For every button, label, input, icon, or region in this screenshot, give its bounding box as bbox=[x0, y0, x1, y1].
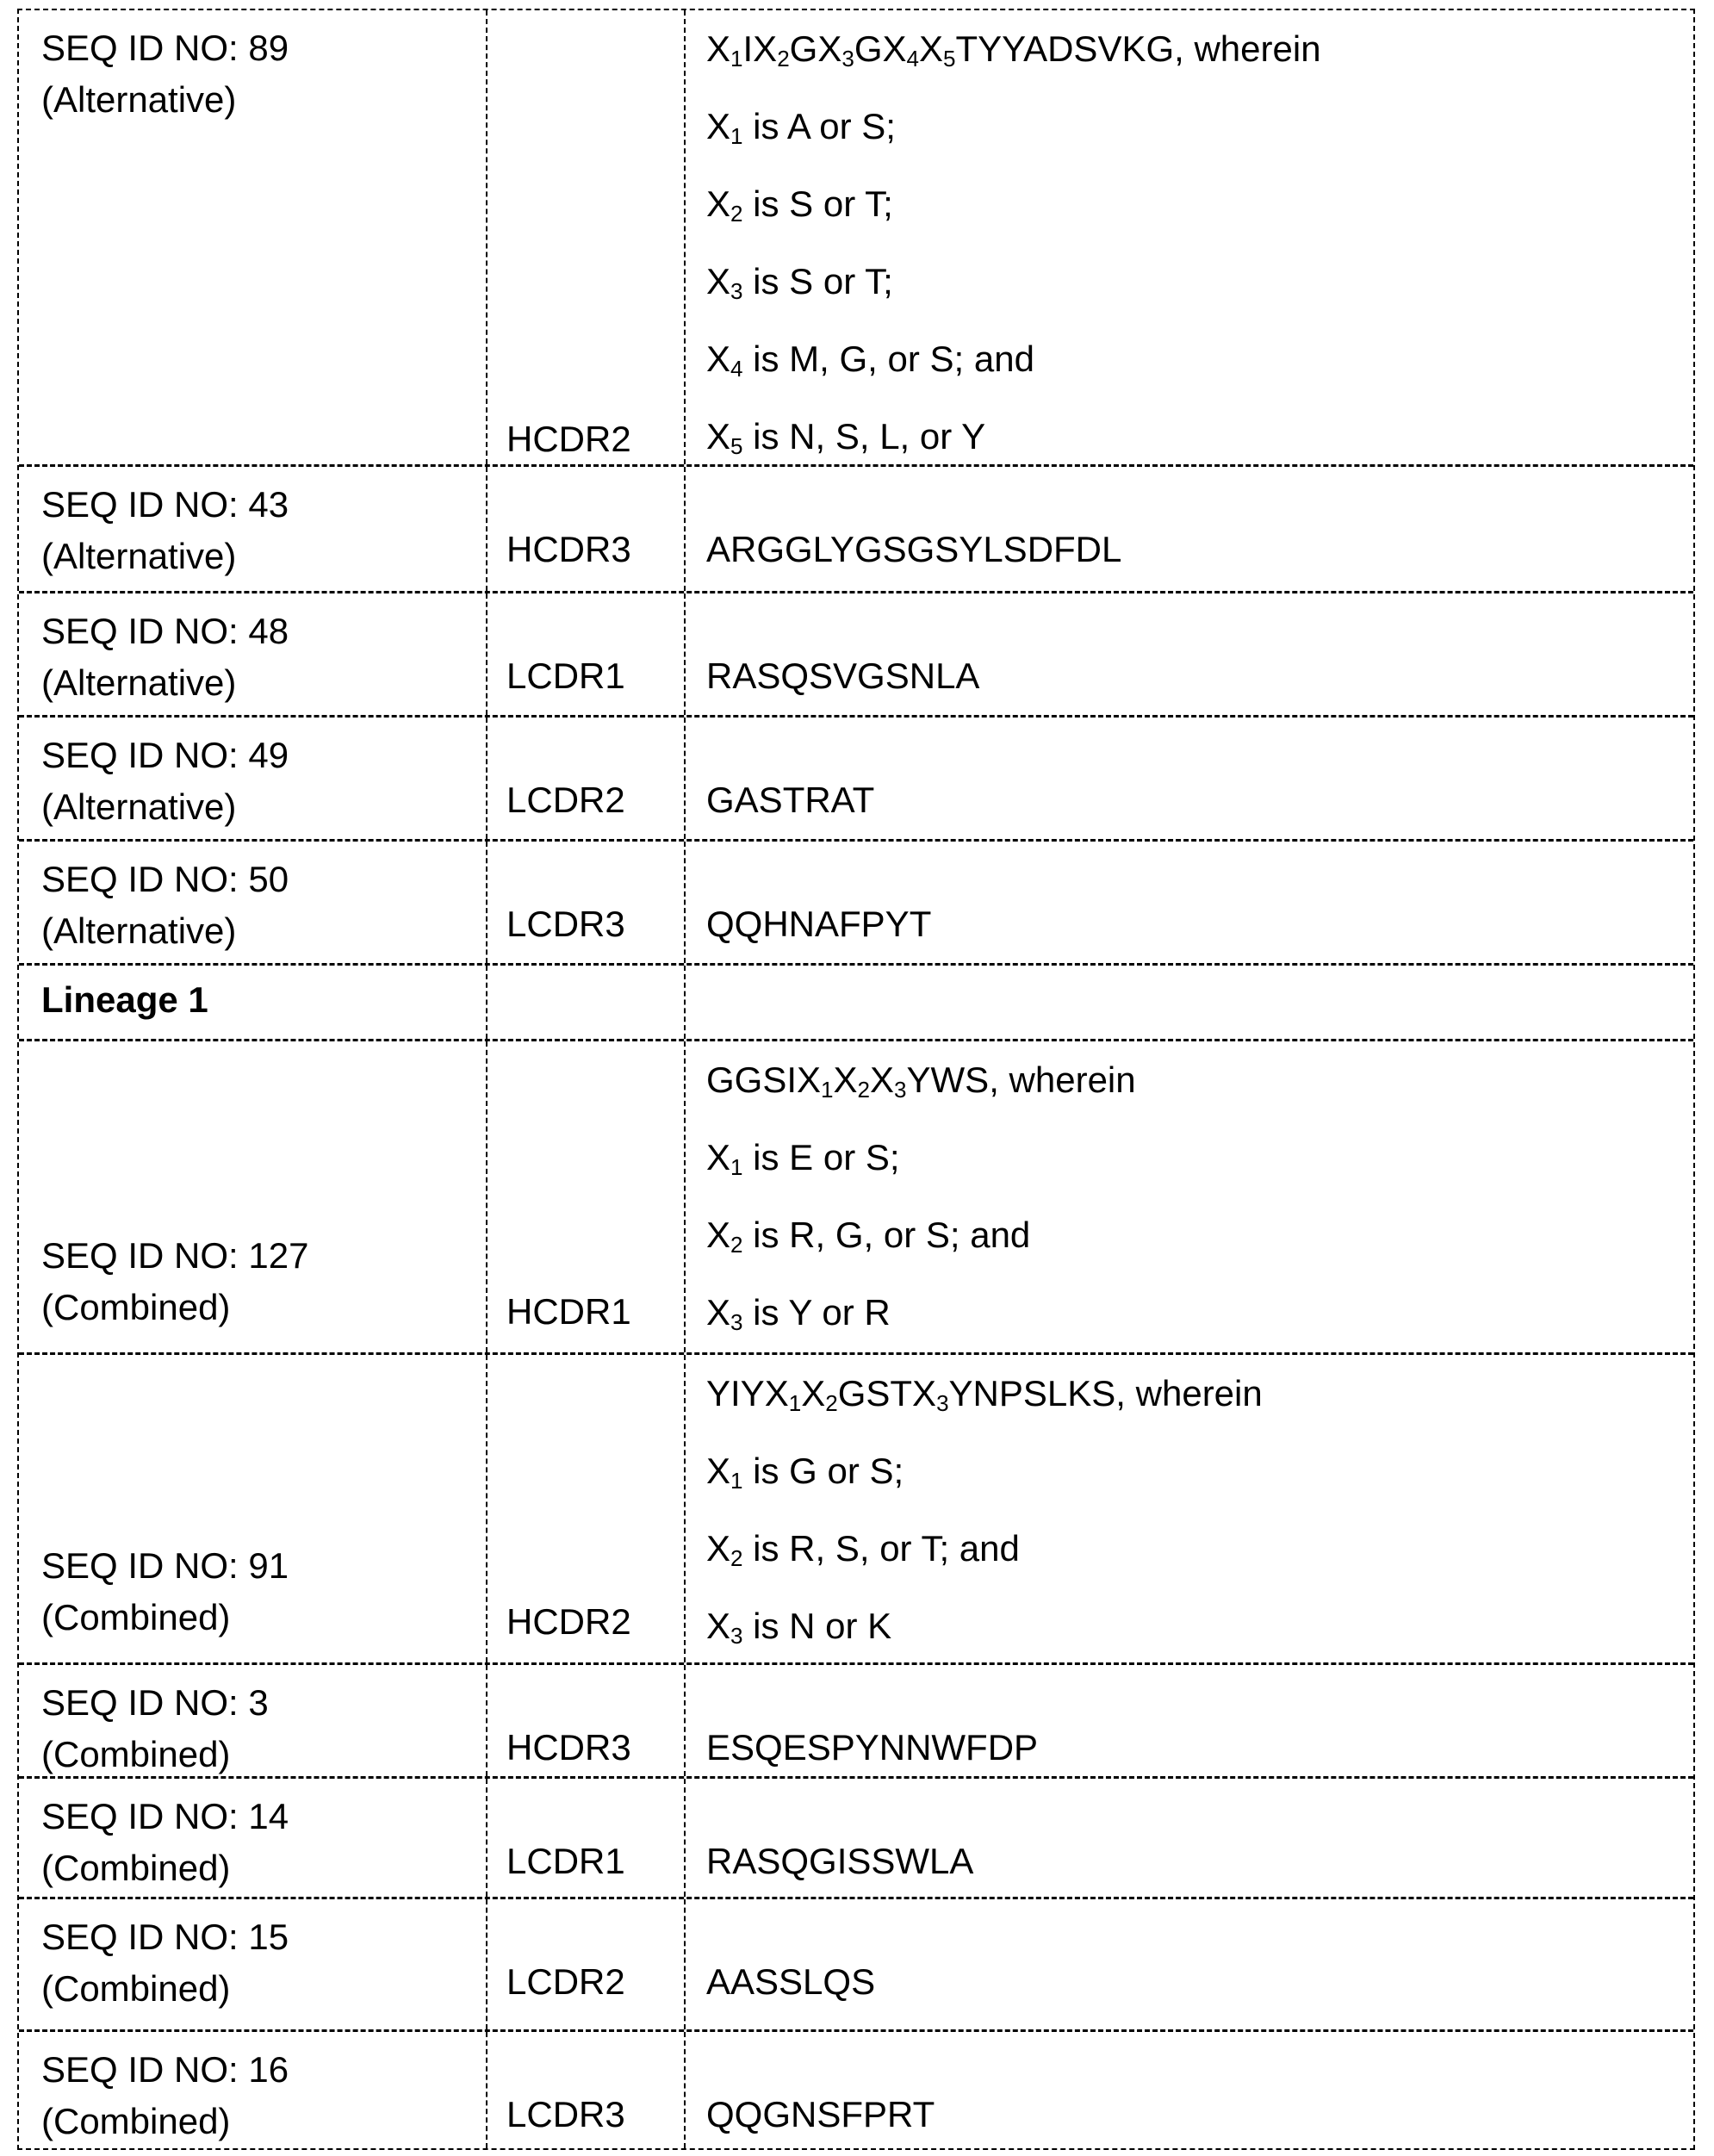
sequence-cell bbox=[684, 2032, 1693, 2148]
region-cell bbox=[486, 10, 684, 464]
sequence-cell bbox=[684, 1779, 1693, 1897]
sequence-line: AASSLQS bbox=[706, 1961, 876, 2002]
region-label: HCDR2 bbox=[506, 1601, 631, 1642]
sequence-line: $X_3$ is S or T; bbox=[706, 261, 893, 304]
table-row bbox=[19, 1662, 1693, 1776]
region-cell bbox=[486, 1041, 684, 1352]
sequence-cell bbox=[684, 593, 1693, 715]
sequence-line: $X_3$ is Y or R bbox=[706, 1292, 891, 1335]
table-row bbox=[19, 1352, 1693, 1662]
section-label: Lineage 1 bbox=[41, 979, 208, 1020]
sequence-line: $X_3$ is N or K bbox=[706, 1606, 892, 1649]
region-cell bbox=[486, 467, 684, 591]
sequence-line: $X_2$ is R, G, or S; and bbox=[706, 1215, 1031, 1258]
region-label: HCDR2 bbox=[506, 419, 631, 459]
seq-qualifier-text: (Combined) bbox=[41, 1287, 231, 1327]
seq-id-text: SEQ ID NO: 16 bbox=[41, 2049, 289, 2090]
region-label: HCDR3 bbox=[506, 529, 631, 569]
seq-id-text: SEQ ID NO: 43 bbox=[41, 484, 289, 525]
seq-id-text: SEQ ID NO: 49 bbox=[41, 735, 289, 775]
seq-id-cell bbox=[19, 1355, 486, 1662]
seq-id-text: SEQ ID NO: 48 bbox=[41, 611, 289, 651]
seq-id-cell bbox=[19, 1779, 486, 1897]
sequence-line: QQHNAFPYT bbox=[706, 904, 932, 944]
seq-qualifier-text: (Alternative) bbox=[41, 536, 237, 576]
table-row bbox=[19, 1776, 1693, 1897]
table-row bbox=[19, 591, 1693, 715]
seq-id-cell bbox=[19, 1041, 486, 1352]
region-cell bbox=[486, 1355, 684, 1662]
sequence-cell-empty bbox=[684, 966, 1693, 1039]
section-row bbox=[19, 963, 1693, 1039]
seq-id-text: SEQ ID NO: 127 bbox=[41, 1235, 309, 1276]
sequence-cell bbox=[684, 718, 1693, 839]
seq-id-cell bbox=[19, 10, 486, 464]
region-cell bbox=[486, 1899, 684, 2029]
sequence-cell bbox=[684, 467, 1693, 591]
sequence-line: ARGGLYGSGSYLSDFDL bbox=[706, 529, 1122, 569]
seq-id-text: SEQ ID NO: 50 bbox=[41, 859, 289, 899]
sequence-line: GASTRAT bbox=[706, 780, 875, 820]
seq-id-text: SEQ ID NO: 3 bbox=[41, 1682, 269, 1723]
seq-qualifier-text: (Combined) bbox=[41, 1968, 231, 2009]
region-label: LCDR2 bbox=[506, 1961, 625, 2002]
region-cell bbox=[486, 718, 684, 839]
seq-id-cell bbox=[19, 1665, 486, 1776]
region-label: LCDR1 bbox=[506, 655, 625, 696]
table-row bbox=[19, 10, 1693, 464]
sequence-line: $X_1$ is E or S; bbox=[706, 1137, 900, 1180]
seq-id-cell bbox=[19, 467, 486, 591]
region-label: LCDR2 bbox=[506, 780, 625, 820]
sequence-line: $X_1$ is A or S; bbox=[706, 106, 896, 149]
seq-id-text: SEQ ID NO: 15 bbox=[41, 1917, 289, 1957]
section-cell bbox=[19, 966, 486, 1039]
sequence-line: $GGSIX_1X_2X_3YWS$, wherein bbox=[706, 1059, 1136, 1103]
sequence-line: $X_4$ is M, G, or S; and bbox=[706, 339, 1034, 382]
sequence-cell bbox=[684, 842, 1693, 963]
seq-qualifier-text: (Alternative) bbox=[41, 662, 237, 703]
region-cell bbox=[486, 593, 684, 715]
seq-id-text: SEQ ID NO: 89 bbox=[41, 28, 289, 68]
sequence-line: $X_1$ is G or S; bbox=[706, 1451, 904, 1494]
seq-qualifier-text: (Alternative) bbox=[41, 910, 237, 951]
seq-qualifier-text: (Combined) bbox=[41, 1597, 231, 1637]
seq-qualifier-text: (Combined) bbox=[41, 1848, 231, 1888]
region-label: HCDR1 bbox=[506, 1291, 631, 1332]
sequence-line: RASQGISSWLA bbox=[706, 1841, 974, 1881]
seq-qualifier-text: (Combined) bbox=[41, 1734, 231, 1774]
region-cell bbox=[486, 2032, 684, 2148]
sequence-cell bbox=[684, 1899, 1693, 2029]
sequence-line: QQGNSFPRT bbox=[706, 2094, 935, 2134]
seq-qualifier-text: (Alternative) bbox=[41, 786, 237, 827]
sequence-line: $X_2$ is S or T; bbox=[706, 183, 893, 227]
sequence-line: $X_1IX_2GX_3GX_4X_5TYYADSVKG$, wherein bbox=[706, 28, 1321, 71]
table-row bbox=[19, 715, 1693, 839]
seq-id-text: SEQ ID NO: 14 bbox=[41, 1796, 289, 1836]
sequence-line: $YIYX_1X_2GSTX_3YNPSLKS$, wherein bbox=[706, 1373, 1263, 1416]
table-row bbox=[19, 464, 1693, 591]
region-label: HCDR3 bbox=[506, 1727, 631, 1768]
region-cell bbox=[486, 842, 684, 963]
seq-id-cell bbox=[19, 1899, 486, 2029]
seq-qualifier-text: (Combined) bbox=[41, 2101, 231, 2141]
sequence-cell bbox=[684, 1665, 1693, 1776]
region-cell-empty bbox=[486, 966, 684, 1039]
region-label: LCDR3 bbox=[506, 2094, 625, 2134]
seq-qualifier-text: (Alternative) bbox=[41, 79, 237, 120]
region-label: LCDR1 bbox=[506, 1841, 625, 1881]
sequence-line: $X_5$ is N, S, L, or Y bbox=[706, 416, 986, 459]
sequence-cell bbox=[684, 1355, 1693, 1662]
seq-id-cell bbox=[19, 2032, 486, 2148]
region-label: LCDR3 bbox=[506, 904, 625, 944]
seq-id-cell bbox=[19, 718, 486, 839]
sequence-line: RASQSVGSNLA bbox=[706, 655, 980, 696]
region-cell bbox=[486, 1779, 684, 1897]
region-cell bbox=[486, 1665, 684, 1776]
table-row bbox=[19, 2029, 1693, 2148]
seq-id-text: SEQ ID NO: 91 bbox=[41, 1545, 289, 1586]
seq-id-cell bbox=[19, 842, 486, 963]
table-row bbox=[19, 1897, 1693, 2029]
sequence-line: ESQESPYNNWFDP bbox=[706, 1727, 1039, 1768]
table-row bbox=[19, 1039, 1693, 1352]
seq-id-cell bbox=[19, 593, 486, 715]
table-row bbox=[19, 839, 1693, 963]
sequence-line: $X_2$ is R, S, or T; and bbox=[706, 1528, 1020, 1571]
sequence-cell bbox=[684, 10, 1693, 464]
sequence-table bbox=[17, 9, 1695, 2150]
sequence-cell bbox=[684, 1041, 1693, 1352]
